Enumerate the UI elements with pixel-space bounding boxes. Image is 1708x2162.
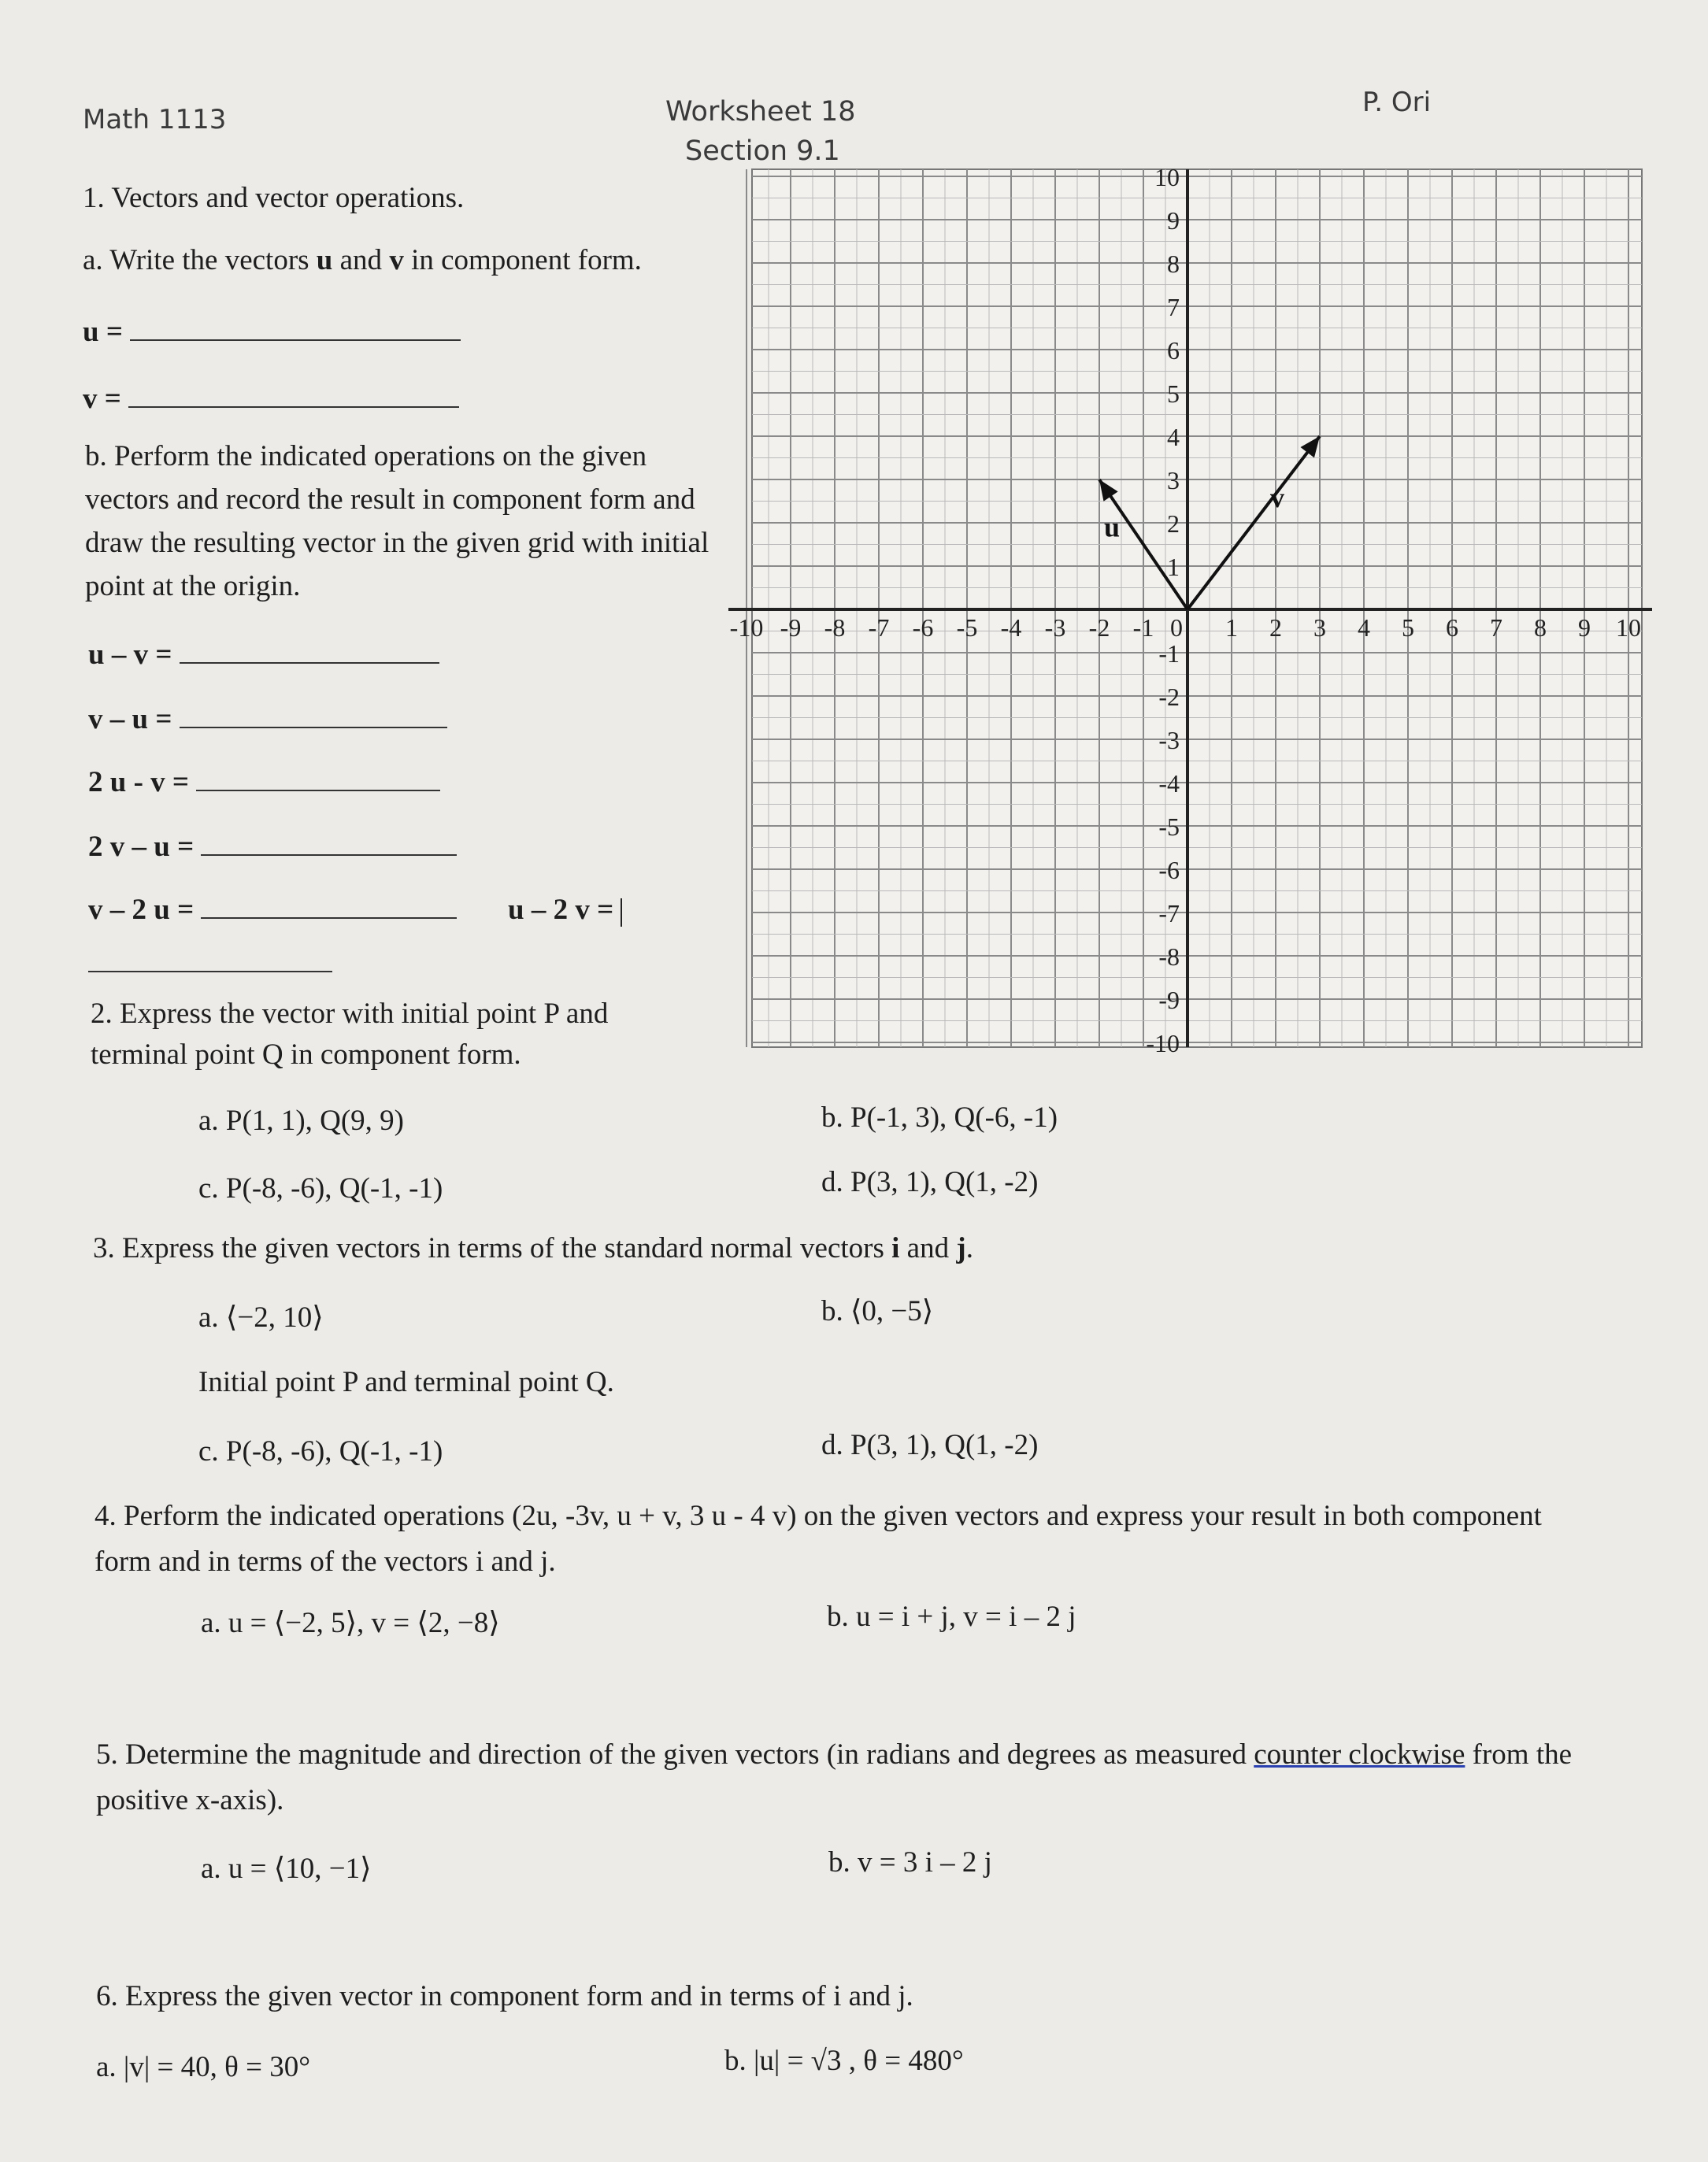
q3-item-d: d. P(3, 1), Q(1, -2) bbox=[821, 1429, 1039, 1461]
q5-item-b: b. v = 3 i – 2 j bbox=[828, 1846, 992, 1879]
q6-item-a: a. |v| = 40, θ = 30° bbox=[96, 2051, 310, 2083]
x-tick-label: 4 bbox=[1358, 613, 1370, 642]
x-tick-label: 3 bbox=[1313, 613, 1326, 642]
x-tick-label: 9 bbox=[1578, 613, 1591, 642]
q5-title bbox=[96, 1732, 1632, 1823]
u-equals-label: u = bbox=[83, 316, 123, 348]
coordinate-grid bbox=[0, 0, 1708, 1071]
y-tick-label: -7 bbox=[1158, 899, 1180, 927]
op-2v-minus-u-label: 2 v – u = bbox=[88, 831, 195, 863]
y-tick-label: 6 bbox=[1167, 336, 1180, 365]
q1a-tail: in component form. bbox=[411, 244, 642, 276]
x-tick-label: -9 bbox=[780, 613, 802, 642]
y-tick-label: 1 bbox=[1167, 553, 1180, 581]
instructor-label: P. Ori bbox=[1362, 87, 1432, 118]
q1a-u: u bbox=[316, 244, 333, 276]
y-tick-label: -1 bbox=[1158, 639, 1180, 668]
op-v-minus-u-label: v – u = bbox=[88, 703, 172, 735]
q3-item-b: b. ⟨0, −5⟩ bbox=[821, 1295, 934, 1327]
y-tick-label: 9 bbox=[1167, 206, 1180, 235]
q3-item-a: a. ⟨−2, 10⟩ bbox=[198, 1301, 324, 1334]
y-tick-label: 8 bbox=[1167, 250, 1180, 278]
y-tick-label: -6 bbox=[1158, 856, 1180, 884]
q2-item-b: b. P(-1, 3), Q(-6, -1) bbox=[821, 1101, 1058, 1134]
x-tick-label: -8 bbox=[824, 613, 846, 642]
q3-title-end: . bbox=[965, 1232, 973, 1264]
x-tick-label: 7 bbox=[1490, 613, 1502, 642]
y-tick-label: -3 bbox=[1158, 726, 1180, 754]
y-tick-label: 10 bbox=[1154, 163, 1180, 191]
q3-title bbox=[93, 1230, 973, 1268]
q3-title-and: and bbox=[906, 1232, 950, 1264]
x-tick-label: 1 bbox=[1225, 613, 1238, 642]
y-tick-label: -2 bbox=[1158, 683, 1180, 711]
x-tick-label: 6 bbox=[1446, 613, 1458, 642]
q5-title-end: from the positive x-axis). bbox=[96, 1738, 1573, 1816]
y-tick-label: -4 bbox=[1158, 769, 1180, 798]
vector-v-label: v bbox=[1270, 482, 1284, 513]
q3-title-j: j bbox=[956, 1232, 966, 1264]
y-tick-label: -10 bbox=[1146, 1029, 1180, 1057]
q2-title: 2. Express the vector with initial point P and terminal point Q in component form. bbox=[91, 998, 609, 1071]
x-tick-label: -6 bbox=[912, 613, 934, 642]
x-tick-label: 5 bbox=[1402, 613, 1414, 642]
x-tick-label: -10 bbox=[729, 613, 764, 642]
x-tick-label: -5 bbox=[956, 613, 978, 642]
q2-item-c: c. P(-8, -6), Q(-1, -1) bbox=[198, 1172, 443, 1205]
op-u-minus-v-label: u – v = bbox=[88, 639, 172, 671]
y-tick-label: -9 bbox=[1158, 986, 1180, 1014]
op-v-minus-2u-label: v – 2 u = bbox=[88, 894, 195, 926]
x-tick-label: -7 bbox=[868, 613, 890, 642]
x-tick-label: -3 bbox=[1044, 613, 1066, 642]
worksheet-title: Worksheet 18 bbox=[665, 96, 856, 128]
v-equals-label: v = bbox=[83, 383, 121, 415]
x-tick-label: -4 bbox=[1000, 613, 1022, 642]
op-u-minus-2v-label: u – 2 v = bbox=[508, 894, 614, 926]
y-tick-label: 4 bbox=[1167, 423, 1180, 451]
q1a-label: a. Write the vectors bbox=[83, 244, 309, 276]
q5-item-a: a. u = ⟨10, −1⟩ bbox=[201, 1853, 372, 1885]
q2-item-a-text: a. P(1, 1), Q(9, 9) bbox=[198, 1105, 405, 1137]
q3-note: Initial point P and terminal point Q. bbox=[198, 1366, 614, 1398]
x-tick-label: 10 bbox=[1616, 613, 1641, 642]
q2-item-d: d. P(3, 1), Q(1, -2) bbox=[821, 1166, 1039, 1198]
q4-item-a: a. u = ⟨−2, 5⟩, v = ⟨2, −8⟩ bbox=[201, 1607, 500, 1639]
q1a-and: and bbox=[339, 244, 383, 276]
y-tick-label: -8 bbox=[1158, 942, 1180, 971]
x-tick-label: -1 bbox=[1132, 613, 1154, 642]
y-tick-label: 2 bbox=[1167, 509, 1180, 538]
q5-title-text: 5. Determine the magnitude and direction of the given vectors (in radians and degrees as measured bbox=[96, 1738, 1247, 1771]
q3-title-i: i bbox=[891, 1232, 900, 1264]
q6-item-b: b. |u| = √3 , θ = 480° bbox=[724, 2045, 964, 2077]
q4-item-b: b. u = i + j, v = i – 2 j bbox=[827, 1601, 1076, 1633]
course-label: Math 1113 bbox=[83, 104, 227, 135]
q3-title-text: 3. Express the given vectors in terms of the standard normal vectors bbox=[93, 1232, 884, 1264]
section-label: Section 9.1 bbox=[685, 135, 840, 167]
x-tick-label: -2 bbox=[1088, 613, 1110, 642]
x-tick-label: 2 bbox=[1269, 613, 1282, 642]
q4-title: 4. Perform the indicated operations (2u, -3v, u + v, 3 u - 4 v) on the given vectors and express your result in both component form and in terms of the vectors i and j. bbox=[94, 1500, 1542, 1578]
y-tick-label: 7 bbox=[1167, 293, 1180, 321]
q6-title: 6. Express the given vector in component form and in terms of i and j. bbox=[96, 1980, 913, 2012]
q3-item-c: c. P(-8, -6), Q(-1, -1) bbox=[198, 1435, 443, 1468]
op-2u-minus-v-label: 2 u - v = bbox=[88, 766, 189, 798]
x-tick-label: 8 bbox=[1534, 613, 1547, 642]
y-tick-label: -5 bbox=[1158, 813, 1180, 841]
q5-title-underlined: counter clockwise bbox=[1254, 1738, 1465, 1771]
q1b-instructions: b. Perform the indicated operations on the given vectors and record the result in component form and draw the resulting vector in the given grid with initial point at the origin. bbox=[85, 440, 710, 602]
q1-title: 1. Vectors and vector operations. bbox=[83, 182, 465, 214]
y-tick-label: 5 bbox=[1167, 379, 1180, 408]
y-tick-label: 3 bbox=[1167, 466, 1180, 494]
vector-u-label: u bbox=[1103, 511, 1121, 543]
x-tick-label: 0 bbox=[1170, 613, 1183, 642]
q2-item-a bbox=[198, 1102, 404, 1140]
q1a-v: v bbox=[389, 244, 404, 276]
